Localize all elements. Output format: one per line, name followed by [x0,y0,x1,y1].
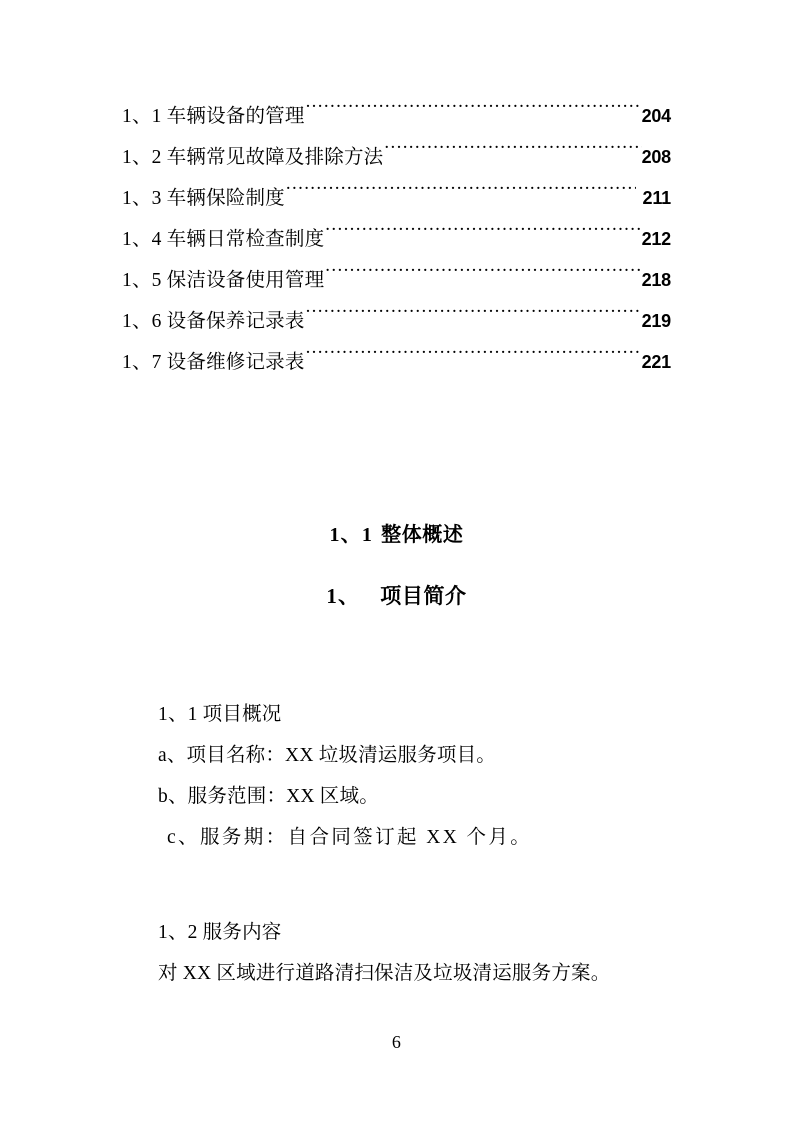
toc-entry-title: 1、2 车辆常见故障及排除方法 [122,147,384,168]
subsection-heading-number: 1、 [326,584,361,608]
toc-entry-title: 1、4 车辆日常检查制度 [122,229,325,250]
subsection-heading-text: 项目简介 [380,584,467,608]
toc-entry-page-number: 204 [641,106,671,126]
toc-dot-leader [306,308,642,328]
toc-dot-leader [325,267,641,287]
toc-entry[interactable] [122,219,671,260]
section-heading-number: 1、1 [329,524,374,546]
page-number: 6 [391,1032,402,1052]
toc-entry[interactable] [122,301,671,342]
body-line: b、服务范围：XX 区域。 [158,786,379,807]
body-paragraph-group-2 [158,912,678,994]
toc-entry-title: 1、1 车辆设备的管理 [122,106,305,127]
toc-dot-leader [384,144,641,164]
section-heading-text: 整体概述 [381,524,464,546]
toc-entry[interactable] [122,342,671,383]
toc-entry-title: 1、3 车辆保险制度 [122,188,285,209]
body-line: c、服务期：自合同签订起 XX 个月。 [167,827,533,848]
body-line: 1、1 项目概况 [158,704,282,725]
toc-entry-page-number: 211 [642,188,671,208]
toc-entry-page-number: 212 [641,229,671,249]
toc-entry-page-number: 208 [641,147,671,167]
toc-entry[interactable] [122,178,671,219]
toc-entry[interactable] [122,96,671,137]
body-line: 1、2 服务内容 [158,922,282,943]
toc-entry-page-number: 218 [641,270,671,290]
toc-entry[interactable] [122,260,671,301]
table-of-contents [122,96,671,383]
subsection-heading [0,580,793,610]
body-line: 对 XX 区域进行道路清扫保洁及垃圾清运服务方案。 [158,963,611,984]
toc-entry[interactable] [122,137,671,178]
toc-dot-leader [325,226,641,246]
toc-entry-page-number: 221 [641,352,671,372]
toc-entry-title: 1、6 设备保养记录表 [122,311,305,332]
toc-dot-leader [286,185,636,205]
toc-entry-page-number: 219 [641,311,671,331]
section-heading [0,518,793,547]
toc-dot-leader [306,349,642,369]
body-paragraph-group-1 [158,694,678,858]
toc-entry-title: 1、7 设备维修记录表 [122,352,305,373]
toc-entry-title: 1、5 保洁设备使用管理 [122,270,325,291]
body-line: a、项目名称：XX 垃圾清运服务项目。 [158,745,496,766]
toc-dot-leader [306,103,642,123]
